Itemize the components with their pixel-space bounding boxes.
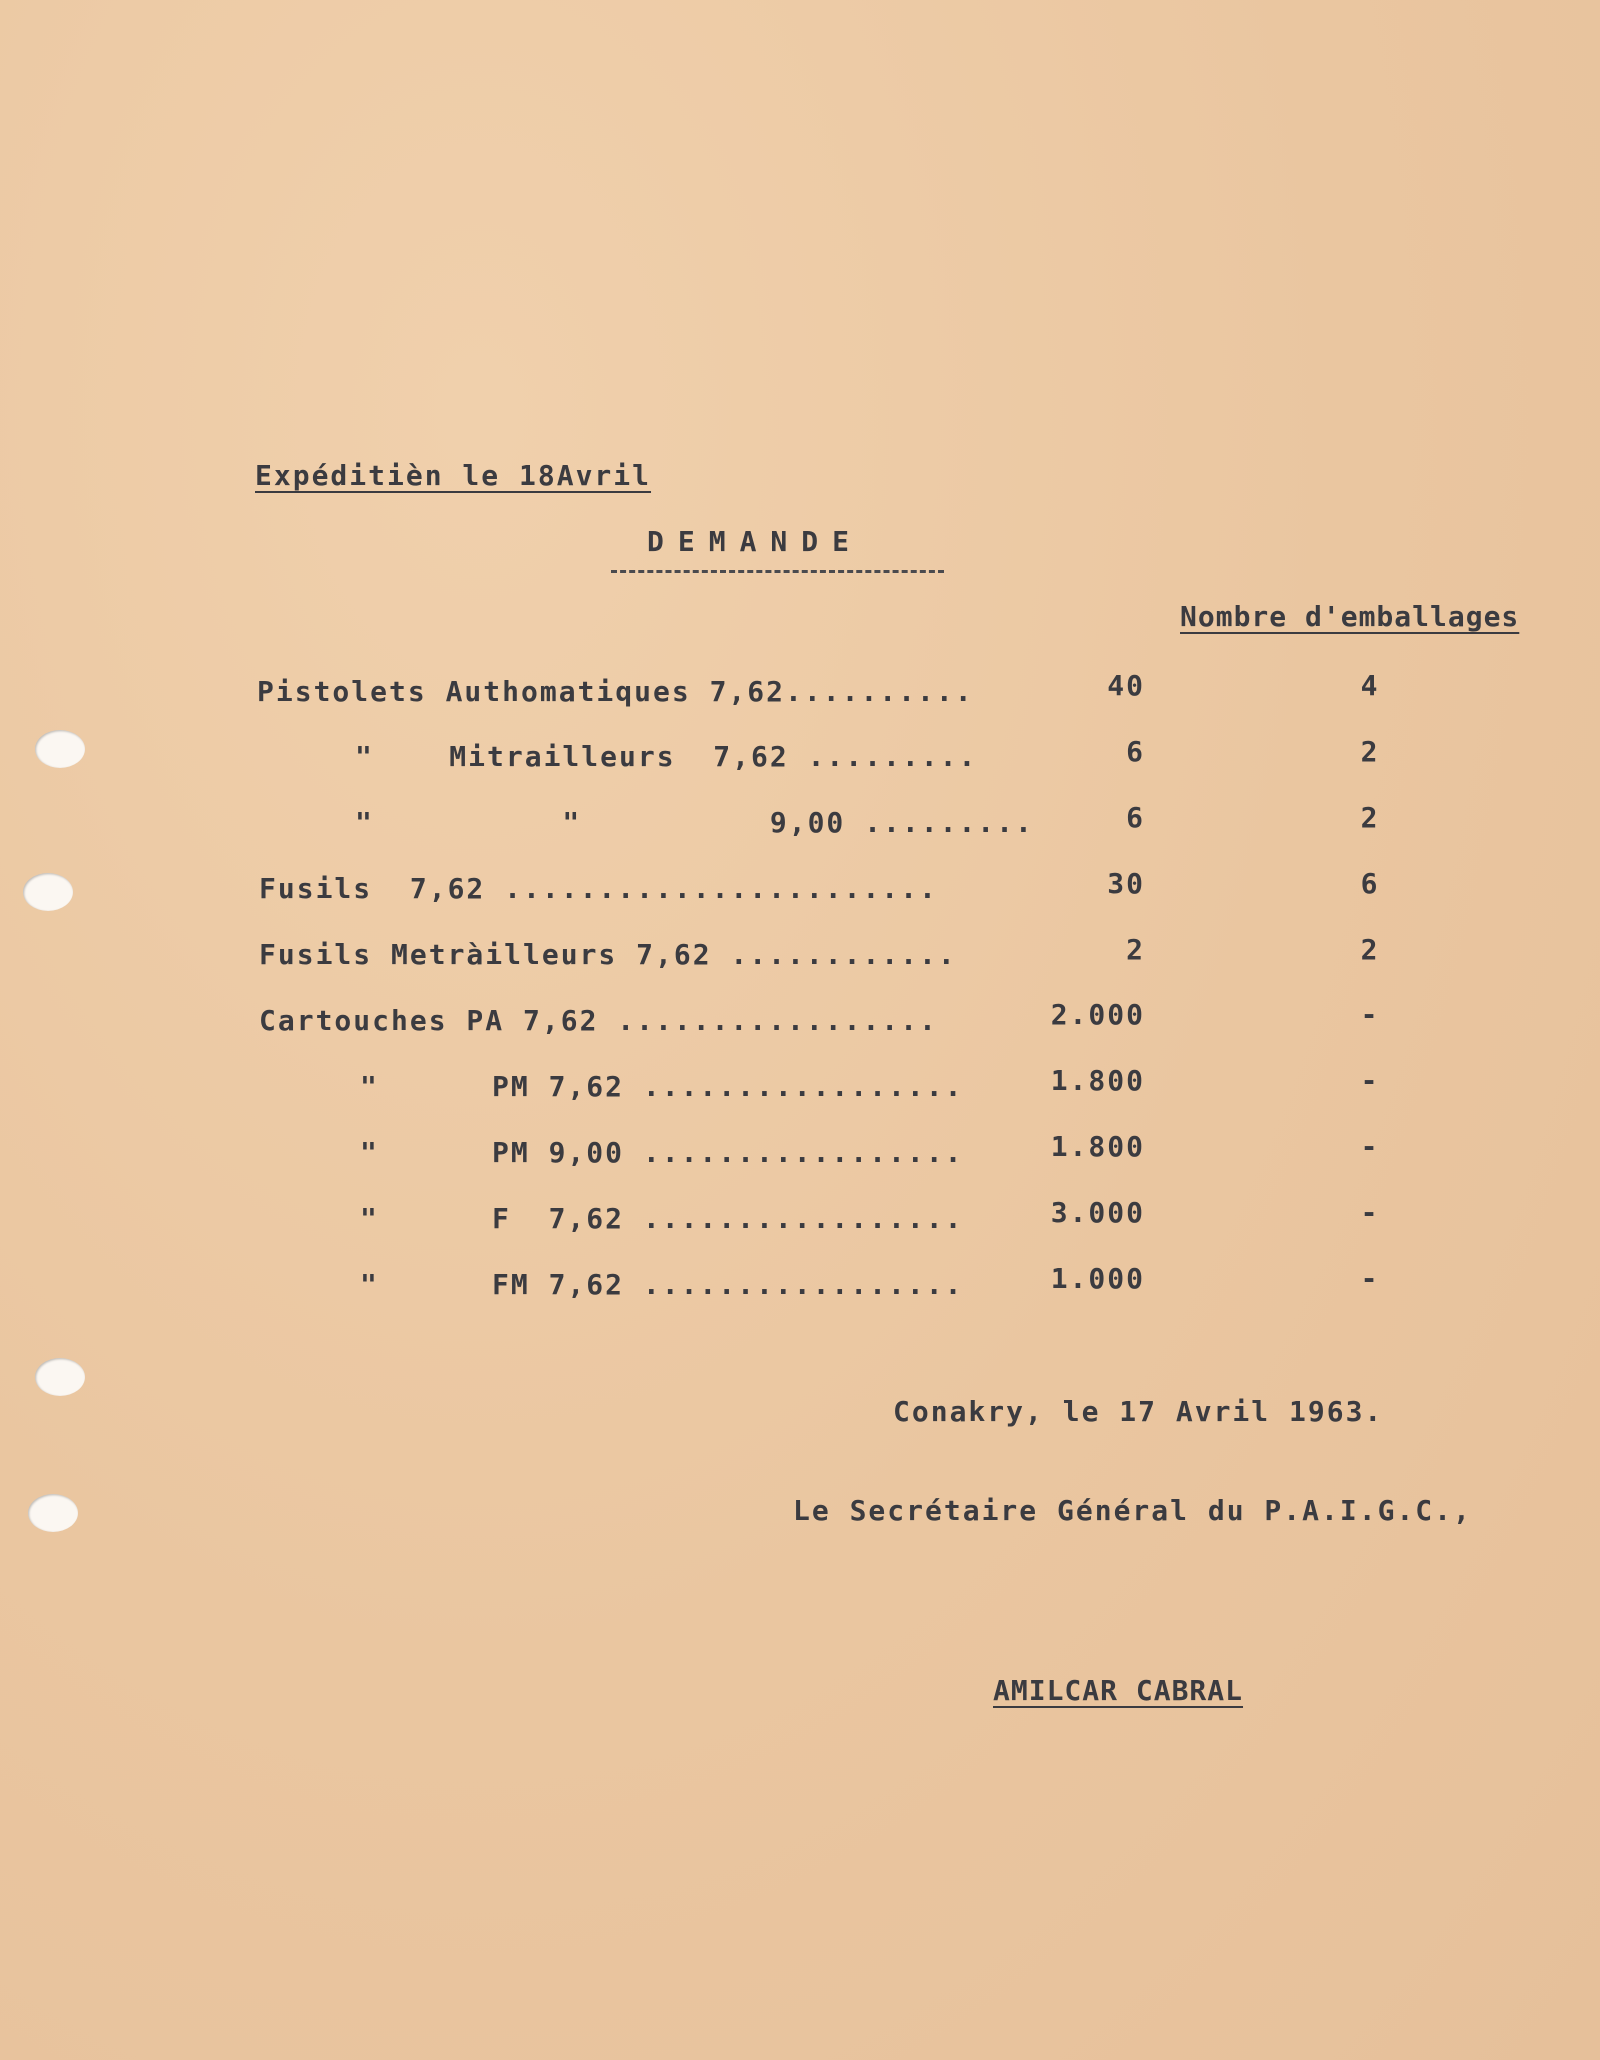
row-packages: -: [1360, 1196, 1380, 1229]
row-packages: 4: [1360, 669, 1380, 702]
signatory-title: Le Secrétaire Général du P.A.I.G.C.,: [793, 1494, 1472, 1527]
expedition-note: Expéditièn le 18Avril: [255, 459, 652, 492]
punch-hole-4: [28, 1494, 78, 1532]
row-quantity: 3.000: [1050, 1196, 1145, 1229]
row-packages: 2: [1360, 933, 1380, 966]
row-label: Fusils Metràilleurs 7,62 ............: [259, 938, 957, 971]
row-quantity: 6: [1126, 801, 1145, 834]
row-label: " FM 7,62 .................: [360, 1268, 964, 1301]
row-packages: -: [1360, 1262, 1380, 1295]
row-quantity: 6: [1126, 735, 1145, 768]
row-label: " Mitrailleurs 7,62 .........: [355, 740, 978, 773]
row-label: Fusils 7,62 .......................: [259, 872, 938, 905]
row-label: " PM 9,00 .................: [360, 1136, 964, 1169]
row-quantity: 2: [1126, 933, 1145, 966]
signatory-name: AMILCAR CABRAL: [993, 1674, 1244, 1707]
row-quantity: 1.800: [1050, 1064, 1145, 1097]
title-underline: [611, 570, 944, 573]
row-quantity: 1.800: [1050, 1130, 1145, 1163]
row-packages: 2: [1360, 801, 1380, 834]
row-label: " PM 7,62 .................: [360, 1070, 964, 1103]
row-packages: -: [1360, 998, 1380, 1031]
row-packages: -: [1360, 1130, 1380, 1163]
punch-hole-1: [35, 730, 85, 768]
row-quantity: 1.000: [1050, 1262, 1145, 1295]
punch-hole-2: [23, 873, 73, 911]
row-label: " F 7,62 .................: [360, 1202, 964, 1235]
row-label: " " 9,00 .........: [355, 806, 1034, 839]
row-packages: -: [1360, 1064, 1380, 1097]
row-quantity: 2.000: [1050, 998, 1145, 1031]
packages-column-header: Nombre d'emballages: [1180, 600, 1520, 633]
place-date: Conakry, le 17 Avril 1963.: [893, 1395, 1384, 1428]
row-quantity: 40: [1107, 669, 1145, 702]
row-quantity: 30: [1107, 867, 1145, 900]
row-label: Pistolets Authomatiques 7,62..........: [257, 675, 974, 708]
punch-hole-3: [35, 1358, 85, 1396]
row-packages: 6: [1360, 867, 1380, 900]
row-packages: 2: [1360, 735, 1380, 768]
row-label: Cartouches PA 7,62 .................: [259, 1004, 938, 1037]
document-title: DEMANDE: [647, 525, 864, 558]
